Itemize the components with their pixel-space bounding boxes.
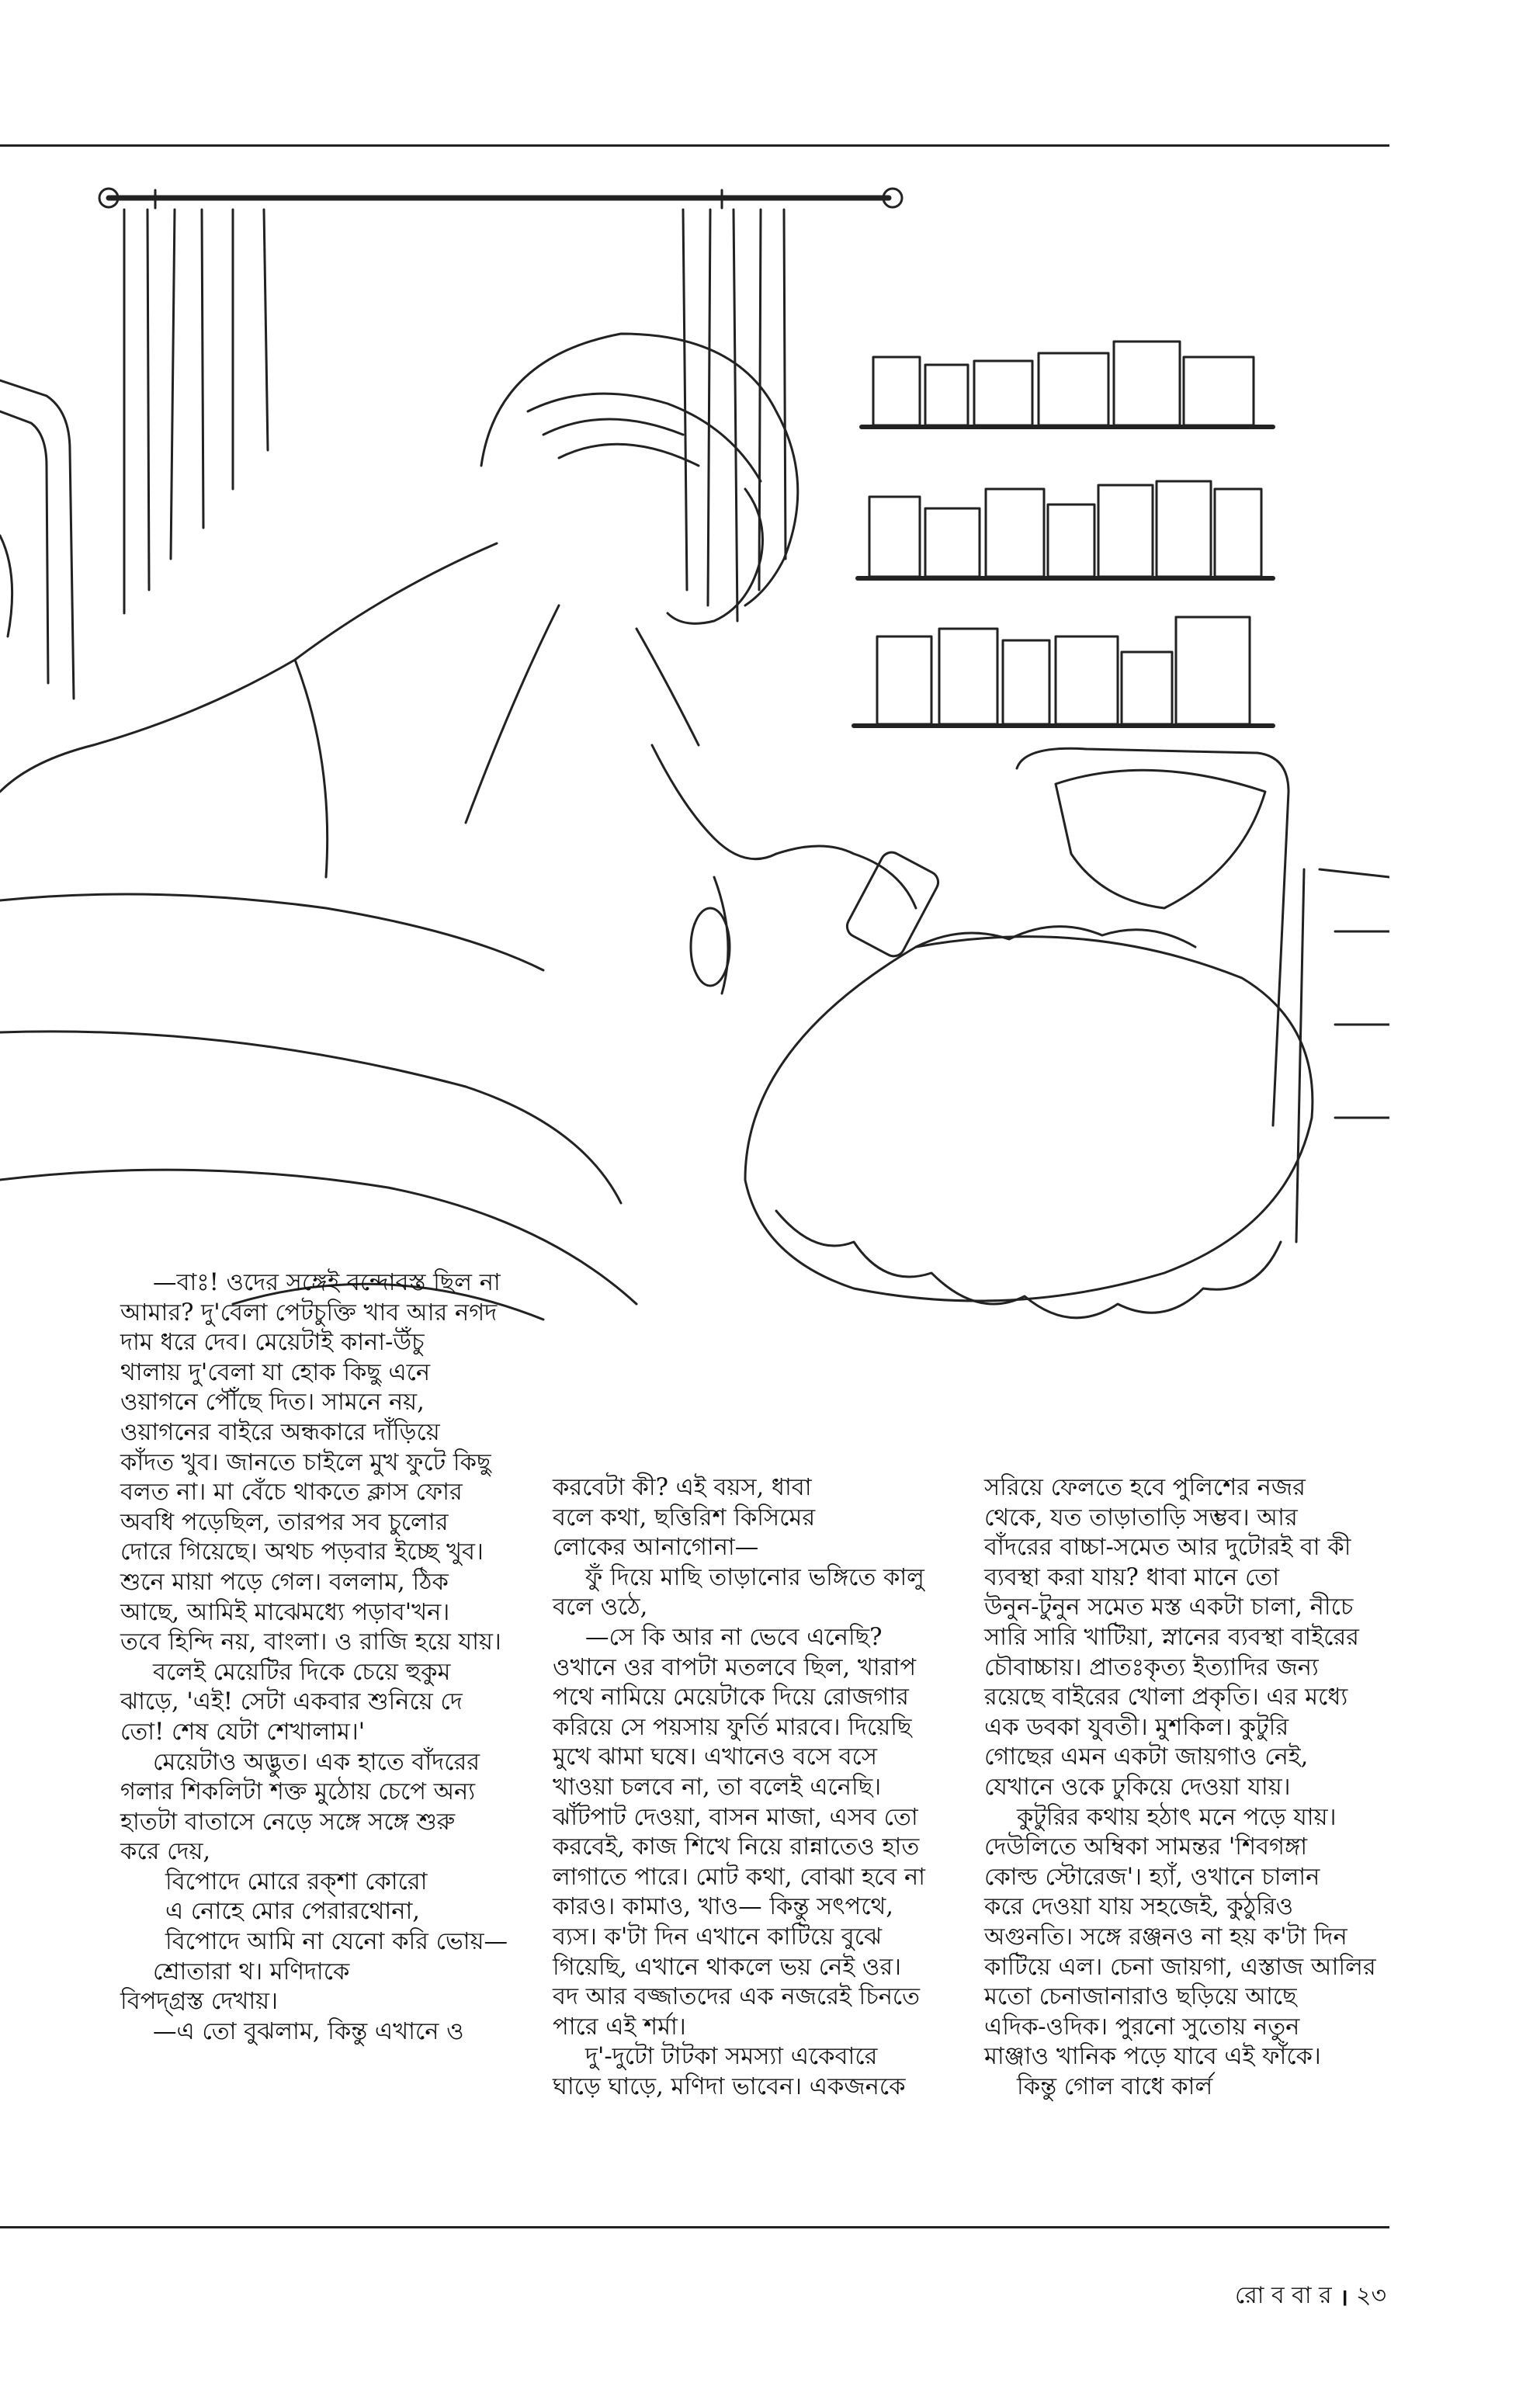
text-line: দোরে গিয়েছে। অথচ পড়বার ইচ্ছে খুব। (120, 1538, 484, 1566)
text-line: বিপদ্গ্রস্ত দেখায়। (120, 1988, 279, 2016)
text-line: মুখে ঝামা ঘষে। এখানেও বসে বসে (553, 1743, 877, 1771)
text-line: এদিক-ওদিক। পুরনো সুতোয় নতুন (984, 2013, 1300, 2041)
text-line: বলে ওঠে, (553, 1594, 648, 1621)
text-line: কাটিয়ে এল। চেনা জায়গা, এস্তাজ আলির (984, 1953, 1376, 1981)
text-line: বাঁদরের বাচ্চা-সমেত আর দুটোরই বা কী (984, 1534, 1351, 1562)
armchair (1017, 748, 1389, 1242)
text-line: গলার শিকলিটা শক্ত মুঠোয় চেপে অন্য (120, 1778, 476, 1806)
text-line: রয়েছে বাইরের খোলা প্রকৃতি। এর মধ্যে (984, 1684, 1348, 1712)
top-rule (0, 144, 1389, 147)
bottom-rule (0, 2226, 1389, 2228)
article-column-3 (984, 1473, 1388, 2102)
text-line: বলেই মেয়েটির দিকে চেয়ে হুকুম (153, 1658, 451, 1686)
text-line: ব্যস। ক'টা দিন এখানে কাটিয়ে বুঝে (553, 1923, 883, 1951)
text-line: শ্রোতারা থ। মণিদাকে (153, 1958, 350, 1985)
text-line: তবে হিন্দি নয়, বাংলা। ও রাজি হয়ে যায়। (120, 1628, 501, 1656)
text-line: দেউলিতে অম্বিকা সামন্তর 'শিবগঙ্গা (984, 1833, 1308, 1861)
text-line: এক ডবকা যুবতী। মুশকিল। কুটুরি (984, 1713, 1289, 1741)
text-line: পথে নামিয়ে মেয়েটাকে দিয়ে রোজগার (553, 1684, 909, 1712)
text-line: ওখানে ওর বাপটা মতলবে ছিল, খারাপ (553, 1653, 917, 1681)
footer-separator: । (1339, 2284, 1348, 2311)
text-line: করে দেওয়া যায় সহজেই, কুঠুরিও (984, 1893, 1294, 1921)
text-line: —বাঃ! ওদের সঙ্গেই বন্দোবস্ত ছিল না (153, 1269, 501, 1296)
curtain-rod (99, 189, 902, 208)
verse-line: বিপোদে মোরে রক্শা কোরো (165, 1868, 428, 1895)
text-line: ফুঁ দিয়ে মাছি তাড়ানোর ভঙ্গিতে কালু (585, 1563, 924, 1591)
text-line: আছে, আমিই মাঝেমধ্যে পড়াব'খন। (120, 1598, 450, 1626)
text-line: —এ তো বুঝলাম, কিন্তু এখানে ও (153, 2017, 464, 2045)
text-line: লাগাতে পারে। মোট কথা, বোঝা হবে না (553, 1863, 926, 1891)
text-line: তো! শেষ যেটা শেখালাম।' (120, 1718, 366, 1746)
text-line: বলত না। মা বেঁচে থাকতে ক্লাস ফোর (120, 1479, 463, 1507)
text-line: করবেই, কাজ শিখে নিয়ে রান্নাতেও হাত (553, 1833, 920, 1861)
page-footer (1235, 2277, 1386, 2316)
text-line: ওয়াগনে পৌঁছে দিত। সামনে নয়, (120, 1389, 425, 1417)
bookshelves (854, 342, 1273, 726)
text-line: মতো চেনাজানারাও ছড়িয়ে আছে (984, 1983, 1297, 2011)
text-line: পারে এই শর্মা। (553, 2013, 686, 2041)
text-line: অগুনতি। সঙ্গে রঞ্জনও না হয় ক'টা দিন (984, 1923, 1348, 1951)
text-line: আমার? দু'বেলা পেটচুক্তি খাব আর নগদ (120, 1299, 498, 1327)
text-line: সারি সারি খাটিয়া, স্নানের ব্যবস্থা বাইরের (984, 1623, 1359, 1651)
text-line: থালায় দু'বেলা যা হোক কিছু এনে (120, 1358, 431, 1386)
verse-line: বিপোদে আমি না যেনো করি ভোয়— (165, 1928, 508, 1956)
text-line: মাঞ্জাও খানিক পড়ে যাবে এই ফাঁকে। (984, 2043, 1321, 2071)
text-line: —সে কি আর না ভেবে এনেছি? (585, 1623, 883, 1651)
text-line: অবধি পড়েছিল, তারপর সব চুলোর (120, 1508, 449, 1536)
right-curtain (683, 210, 786, 621)
text-line: ঘাড়ে ঘাড়ে, মণিদা ভাবেন। একজনকে (553, 2072, 906, 2100)
text-line: হাতটা বাতাসে নেড়ে সঙ্গে সঙ্গে শুরু (120, 1808, 456, 1836)
article-column-2 (553, 1473, 968, 2102)
text-line: করিয়ে সে পয়সায় ফুর্তি মারবে। দিয়েছি (553, 1713, 912, 1741)
text-line: দাম ধরে দেব। মেয়েটাই কানা-উঁচু (120, 1329, 425, 1357)
text-line: কোল্ড স্টোরেজ'। হ্যাঁ, ওখানে চালান (984, 1863, 1320, 1891)
text-line: থেকে, যত তাড়াতাড়ি সম্ভব। আর (984, 1503, 1298, 1531)
blanket (0, 894, 636, 1320)
text-line: বদ আর বজ্জাতদের এক নজরেই চিনতে (553, 1983, 921, 2011)
text-line: সরিয়ে ফেলতে হবে পুলিশের নজর (984, 1474, 1306, 1501)
text-line: কারও। কামাও, খাও— কিন্তু সৎপথে, (553, 1893, 893, 1921)
text-line: কিন্তু গোল বাধে কার্ল (1017, 2072, 1213, 2100)
magazine-name: রো ব বা র (1235, 2282, 1332, 2309)
text-line: খাওয়া চলবে না, তা বলেই এনেছি। (553, 1773, 882, 1801)
text-line: উনুন-টুনুন সমেত মস্ত একটা চালা, নীচে (984, 1594, 1354, 1621)
left-curtain (124, 210, 268, 613)
text-line: যেখানে ওকে ঢুকিয়ে দেওয়া যায়। (984, 1773, 1291, 1801)
text-line: ঝাড়ে, 'এই! সেটা একবার শুনিয়ে দে (120, 1688, 463, 1716)
text-line: শুনে মায়া পড়ে গেল। বললাম, ঠিক (120, 1568, 449, 1596)
text-line: গিয়েছি, এখানে থাকলে ভয় নেই ওর। (553, 1953, 902, 1981)
verse-line: এ নোহে মোর পেরারথোনা, (165, 1898, 420, 1926)
text-line: চৌবাচ্চায়। প্রাতঃকৃত্য ইত্যাদির জন্য (984, 1653, 1319, 1681)
text-line: ওয়াগনের বাইরে অন্ধকারে দাঁড়িয়ে (120, 1418, 440, 1446)
text-line: কাঁদত খুব। জানতে চাইলে মুখ ফুটে কিছু (120, 1448, 491, 1476)
text-line: লোকের আনাগোনা— (553, 1534, 759, 1562)
text-line: করবেটা কী? এই বয়স, ধাবা (553, 1474, 812, 1501)
text-line: কুটুরির কথায় হঠাৎ মনে পড়ে যায়। (1017, 1803, 1337, 1831)
text-line: গোছের এমন একটা জায়গাও নেই, (984, 1743, 1309, 1771)
text-line: করে দেয়, (120, 1838, 211, 1866)
text-line: বলে কথা, ছত্তিরিশ কিসিমের (553, 1503, 816, 1531)
article-column-1 (120, 1268, 543, 2047)
text-line: দু'-দুটো টাটকা সমস্যা একেবারে (585, 2043, 878, 2071)
page-number: ২৩ (1355, 2282, 1386, 2309)
text-line: ঝাঁটপাট দেওয়া, বাসন মাজা, এসব তো (553, 1803, 918, 1831)
text-line: মেয়েটাও অদ্ভুত। এক হাতে বাঁদরের (153, 1748, 480, 1776)
frilled-pillow (745, 927, 1313, 1318)
text-line: ব্যবস্থা করা যায়? ধাবা মানে তো (984, 1563, 1280, 1591)
headboard (0, 380, 74, 699)
illustration-woman-reading-phone (0, 155, 1389, 1366)
